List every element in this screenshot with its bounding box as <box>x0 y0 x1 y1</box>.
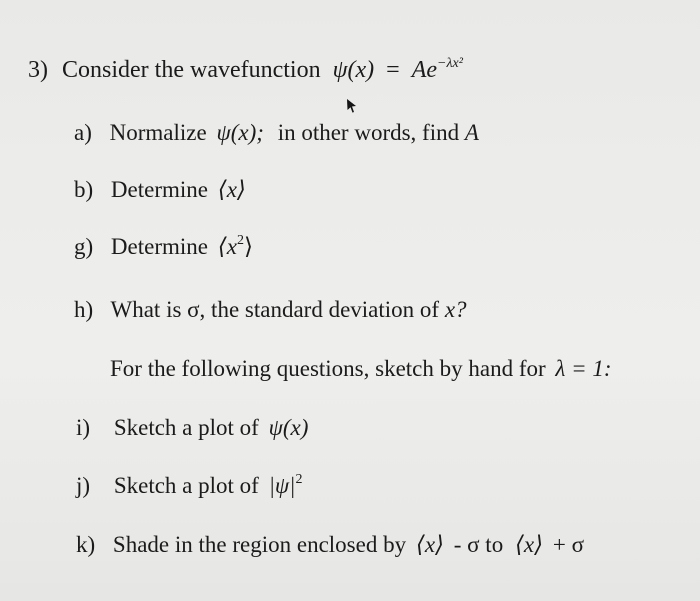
part-k-label: k) <box>76 532 96 557</box>
part-k-expr2: ⟨x⟩ <box>514 532 544 557</box>
part-a-rest: in other words, find <box>277 120 460 145</box>
equals-sign: = <box>386 57 400 83</box>
part-i-text: Sketch a plot of <box>113 415 259 440</box>
part-j-exp: 2 <box>295 472 303 487</box>
part-h <box>74 298 467 321</box>
part-g-expr: ⟨x <box>217 234 237 259</box>
question-header <box>28 58 463 82</box>
part-i-label: i) <box>76 415 91 440</box>
part-a-text: Normalize <box>109 120 207 145</box>
part-g-exp: 2 <box>236 233 244 248</box>
part-g <box>74 235 253 258</box>
sketch-note-text: For the following questions, sketch by hand for <box>110 356 546 381</box>
part-a-func: ψ(x); <box>216 120 264 145</box>
part-h-label: h) <box>74 297 94 322</box>
sketch-note-expr: λ = 1: <box>555 356 612 381</box>
wavefunction-symbol: ψ(x) <box>332 57 375 83</box>
part-b-text: Determine <box>110 177 208 202</box>
part-i <box>76 416 308 439</box>
part-a-label: a) <box>74 120 92 145</box>
wavefunction-exponent: −λx² <box>437 56 463 71</box>
part-g-close: ⟩ <box>243 234 253 259</box>
part-g-text: Determine <box>110 234 208 259</box>
question-number: 3) <box>28 57 48 83</box>
wavefunction-rhs: Ae <box>411 57 438 83</box>
cursor-arrow-icon <box>343 96 359 116</box>
part-j <box>76 474 303 497</box>
part-j-expr: |ψ| <box>268 473 296 498</box>
part-b-expr: ⟨x⟩ <box>217 177 246 202</box>
part-a-var: A <box>464 120 479 145</box>
part-k <box>76 533 584 556</box>
part-a <box>74 121 479 144</box>
part-k-mid: - σ to <box>453 532 504 557</box>
part-k-end: + σ <box>552 532 584 557</box>
part-h-text: What is σ, the standard deviation of <box>110 297 440 322</box>
part-j-label: j) <box>76 473 91 498</box>
part-k-text: Shade in the region enclosed by <box>112 532 407 557</box>
question-prompt: Consider the wavefunction <box>62 57 321 83</box>
part-i-expr: ψ(x) <box>268 415 309 440</box>
part-h-var: x? <box>444 297 467 322</box>
part-j-text: Sketch a plot of <box>113 473 259 498</box>
part-g-label: g) <box>74 234 94 259</box>
part-b <box>74 178 246 201</box>
part-b-label: b) <box>74 177 94 202</box>
part-k-expr1: ⟨x⟩ <box>415 532 444 557</box>
sketch-note <box>110 357 612 380</box>
